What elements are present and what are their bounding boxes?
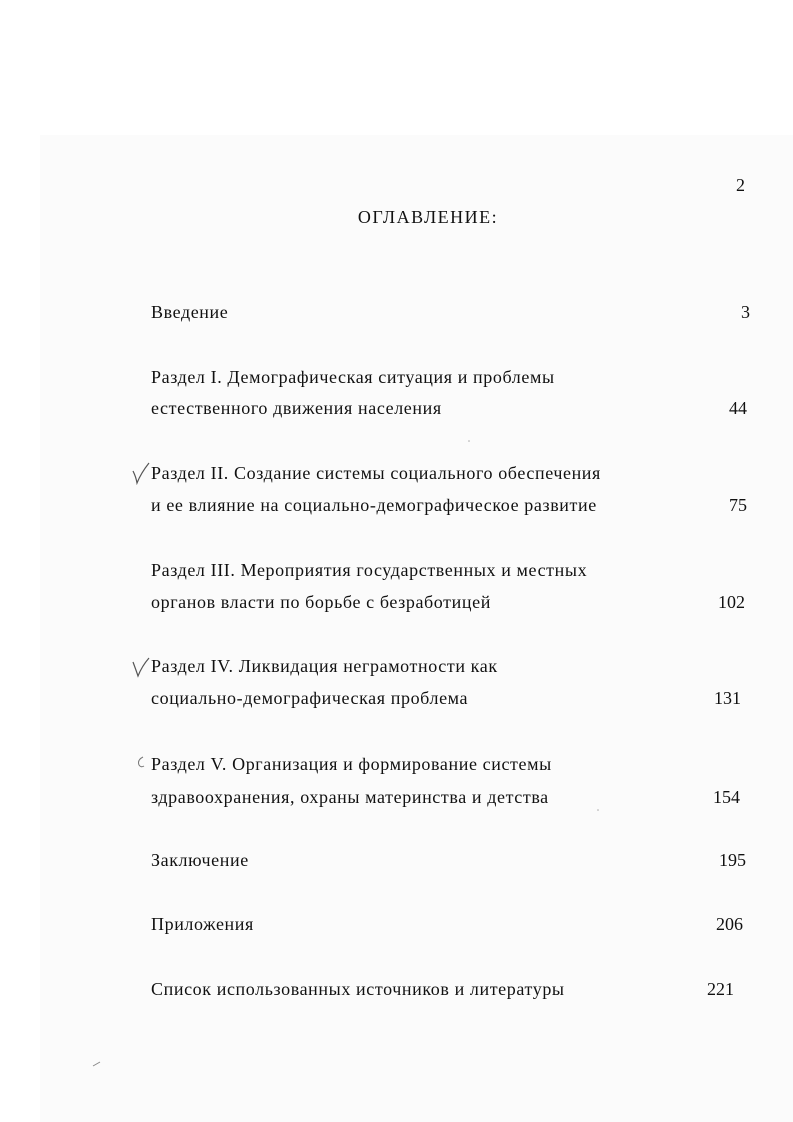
tick-mark-icon xyxy=(134,754,148,772)
toc-entry-page: 154 xyxy=(713,787,740,807)
scan-speck xyxy=(92,1060,102,1068)
toc-entry-line: Раздел I. Демографическая ситуация и проблемы xyxy=(151,367,555,387)
toc-entry-page: 102 xyxy=(718,592,745,612)
check-mark-icon xyxy=(130,656,152,680)
toc-entry-page: 44 xyxy=(729,398,747,418)
toc-entry-line: естественного движения населения xyxy=(151,398,442,418)
toc-entry-line: здравоохранения, охраны материнства и детства xyxy=(151,787,549,807)
toc-entry-line: органов власти по борьбе с безработицей xyxy=(151,592,491,612)
toc-entry-line: Введение xyxy=(151,302,229,322)
toc-entry-page: 195 xyxy=(719,850,746,870)
toc-entry-line: Раздел V. Организация и формирование системы xyxy=(151,754,552,774)
toc-entry-page: 75 xyxy=(729,495,747,515)
toc-entry-line: социально-демографическая проблема xyxy=(151,688,469,708)
toc-entry-line: Список использованных источников и литературы xyxy=(151,979,565,999)
toc-entry-page: 206 xyxy=(716,914,743,934)
scanned-page-area xyxy=(40,135,793,1122)
toc-entry-page: 3 xyxy=(741,302,750,322)
scan-speck xyxy=(596,808,600,812)
toc-entry-line: Раздел II. Создание системы социального обеспечения xyxy=(151,463,601,483)
toc-entry-page: 131 xyxy=(714,688,741,708)
toc-entry-line: и ее влияние на социально-демографическое развитие xyxy=(151,495,597,515)
page-number: 2 xyxy=(736,175,745,195)
toc-entry-line: Раздел IV. Ликвидация неграмотности как xyxy=(151,656,498,676)
scan-speck xyxy=(467,439,471,443)
toc-entry-line: Заключение xyxy=(151,850,249,870)
toc-entry-line: Приложения xyxy=(151,914,254,934)
toc-entry-page: 221 xyxy=(707,979,734,999)
check-mark-icon xyxy=(130,461,152,485)
toc-entry-line: Раздел III. Мероприятия государственных и местных xyxy=(151,560,588,580)
toc-title: ОГЛАВЛЕНИЕ: xyxy=(357,207,499,227)
